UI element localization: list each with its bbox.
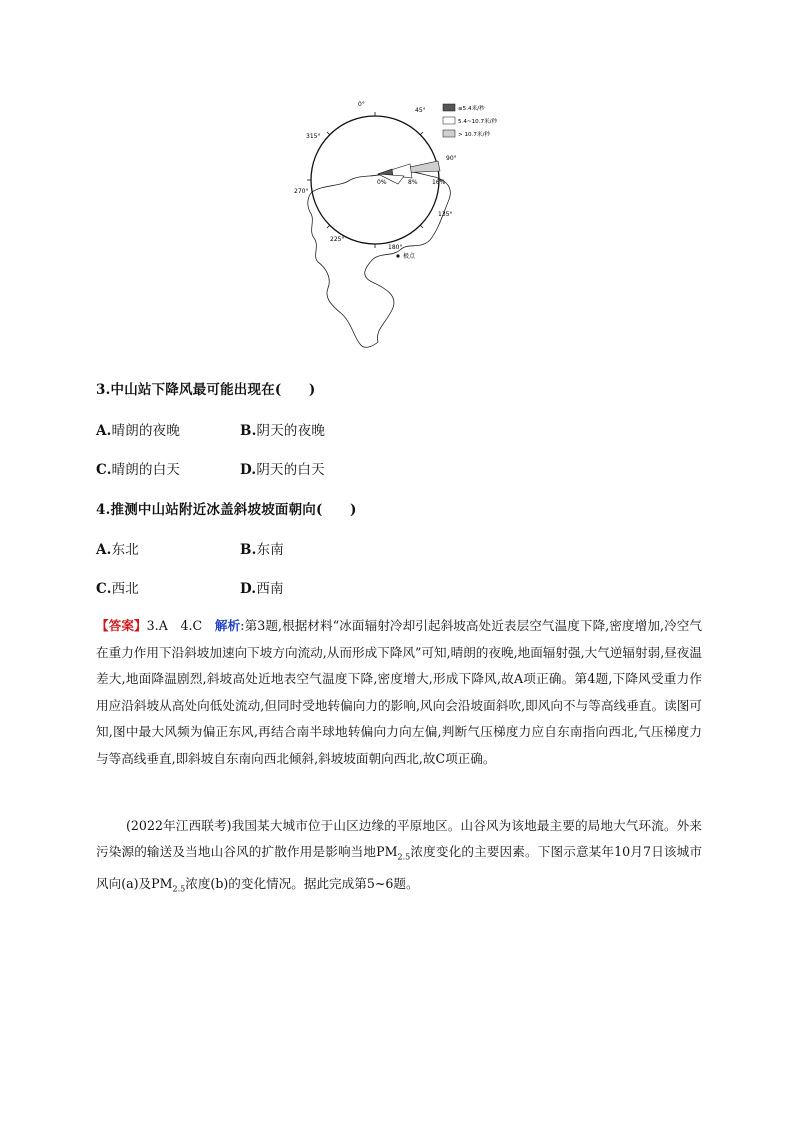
q4-option-a	[96, 538, 139, 558]
legend-label-mid: 5.4~10.7米/秒	[458, 119, 498, 125]
pole-label: 极点	[403, 253, 416, 260]
q4-option-d-text: 西南	[256, 581, 284, 597]
q4-option-b-letter: B.	[240, 542, 257, 558]
intro-part-3: 浓度(b)的变化情况。据此完成第5~6题。	[185, 875, 419, 891]
angle-label-270: 270°	[294, 188, 309, 195]
q3-option-a	[96, 419, 180, 439]
angle-label-135: 135°	[438, 211, 453, 218]
analysis-text: :第3题,根据材料“冰面辐射冷却引起斜坡高处近表层空气温度下降,密度增加,冷空气在重力作用下沿斜坡加速向下坡方向流动,从而形成下降风”可知,晴朗的夜晚,地面辐射强,大气逆辐射弱,昼夜温差大,地面降温剧烈,斜坡高处近地表空气温度下降,密度增大,形成下降风,故A项正确。第4题,下降风受重力作用应沿斜坡从高处向低处流动,但同时受地转偏向力的影响,风向会沿坡面斜吹,即风向不与等高线垂直。读图可知,图中最大风频为偏正东风,再结合南半球地转偏向力向左偏,判断气压梯度力应自东南指向西北,气压梯度力与等高线垂直,即斜坡自东南向西北倾斜,斜坡坡面朝向西北,故C项正确。	[96, 618, 703, 766]
angle-label-315: 315°	[306, 133, 321, 140]
q3-option-a-text: 晴朗的夜晚	[111, 423, 181, 439]
answer-values: 3.A 4.C	[146, 618, 215, 633]
angle-label-225: 225°	[330, 236, 345, 243]
coastline	[308, 171, 451, 348]
intro-part-1: (2022年江西联考)我国某大城市位于山区边缘的平原地区。山谷风为该地最主要的局地大气环流。外来污染源的输送及当地山谷风的扩散作用是影响当地PM	[96, 818, 702, 859]
answer-analysis	[96, 613, 702, 772]
intro-part-2: 浓度变化的主要因素。下图示意某年10月7日该城市风向(a)及PM	[96, 844, 702, 891]
q3-option-c-text: 晴朗的白天	[111, 462, 181, 478]
q4-option-a-text: 东北	[111, 542, 139, 558]
angle-label-45: 45°	[415, 107, 426, 114]
q4-option-d-letter: D.	[240, 581, 257, 597]
analysis-tag: 解析	[214, 618, 241, 633]
q3-option-b-letter: B.	[240, 423, 257, 439]
legend-label-low: ≤5.4米/秒	[458, 106, 485, 112]
q3-option-d-text: 阴天的白天	[256, 462, 325, 478]
q4-option-c-text: 西北	[111, 581, 140, 597]
ring-label-16: 16%	[432, 179, 446, 186]
ring-label-8: 8%	[408, 179, 418, 186]
intro-sub-2: 2.5	[172, 884, 186, 894]
q3-option-d	[240, 458, 325, 478]
angle-label-0: 0°	[358, 101, 365, 108]
q3-option-c	[96, 458, 180, 478]
wind-rose-figure	[280, 92, 510, 352]
q4-option-c	[96, 577, 139, 597]
wind-rose-map	[280, 92, 510, 352]
q4-option-d	[240, 577, 284, 597]
q4-option-a-letter: A.	[96, 542, 112, 558]
passage-intro	[96, 813, 702, 902]
question-3-stem: 3.中山站下降风最可能出现在( )	[96, 382, 316, 398]
question-4-stem: 4.推测中山站附近冰盖斜坡坡面朝向( )	[96, 502, 357, 518]
q4-option-b	[240, 538, 284, 558]
wind-rose-circle	[311, 116, 439, 244]
q3-option-b-text: 阴天的夜晚	[256, 423, 326, 439]
q4-option-b-text: 东南	[256, 542, 284, 558]
q4-option-c-letter: C.	[96, 581, 112, 597]
legend-swatch-low	[443, 104, 455, 111]
angle-label-180: 180°	[388, 244, 403, 251]
q3-option-a-letter: A.	[96, 423, 112, 439]
legend-label-high: > 10.7米/秒	[458, 132, 490, 138]
ring-label-0: 0%	[377, 179, 387, 186]
legend-swatch-mid	[443, 117, 455, 124]
pole-point	[396, 254, 399, 257]
q3-option-d-letter: D.	[240, 462, 257, 478]
legend-swatch-high	[443, 130, 455, 137]
q3-option-c-letter: C.	[96, 462, 112, 478]
intro-sub-1: 2.5	[397, 852, 411, 862]
angle-label-90: 90°	[446, 155, 457, 162]
answer-tag: 【答案】	[96, 618, 147, 633]
q3-option-b	[240, 419, 325, 439]
